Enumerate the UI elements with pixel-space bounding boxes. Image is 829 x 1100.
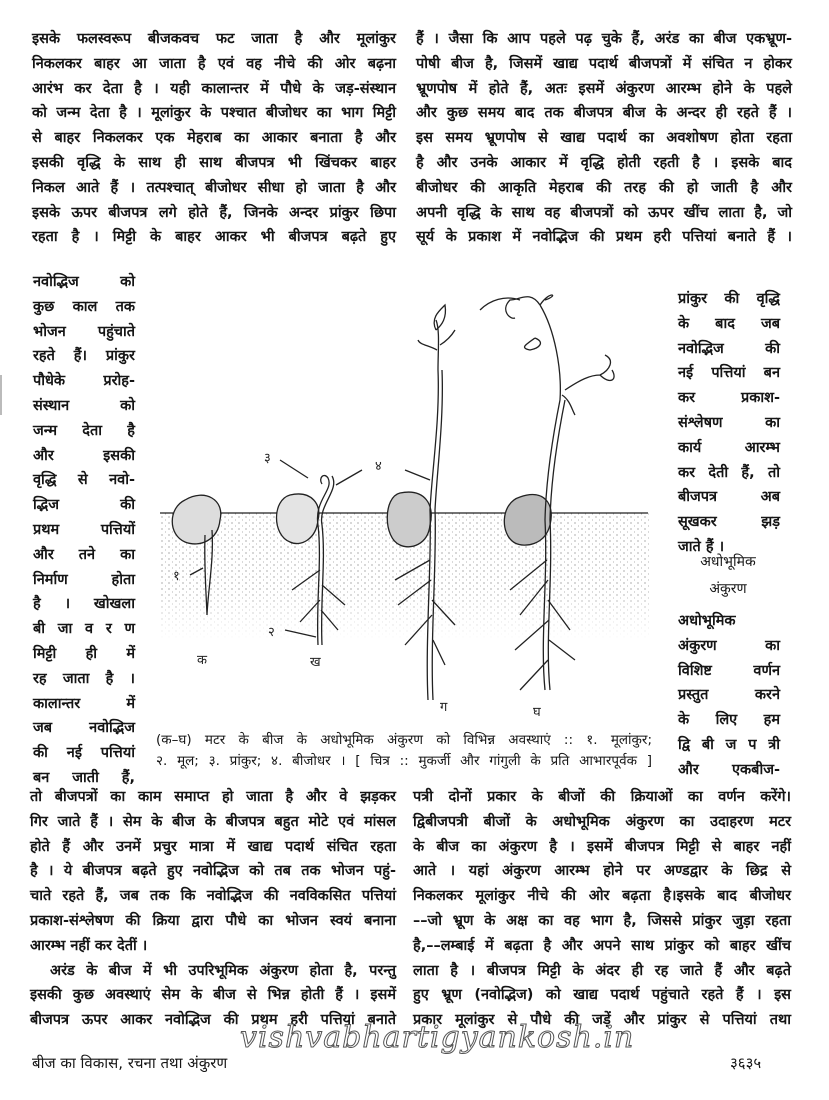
text-line: हैं । जैसा कि आप पहले पढ़ चुके हैं, अरंड का बीज एकभ्रूण- (416, 31, 792, 47)
text-line: कुछ काल तक (33, 298, 135, 315)
text-line: निकलकर बाहर आ जाता है एवं वह नीचे की ओर बढ़ना (32, 55, 396, 72)
text-line: और तने का (33, 546, 135, 563)
text-line: मिट्टी ही में (33, 645, 135, 662)
text-line: निर्माण होता (33, 571, 135, 588)
leaves-d (480, 295, 614, 415)
text-line: इसके ऊपर बीजपत्र लगे होते हैं, जिनके अन्दर प्रांकुर छिपा (32, 204, 396, 221)
text-line: इसके फलस्वरूप बीजकवच फट जाता है और मूलांकुर (32, 31, 396, 47)
text-line: आरम्भ नहीं कर देतीं । (30, 937, 148, 954)
paragraph-top-left (32, 27, 396, 250)
text-line: पत्री दोनों प्रकार के बीजों की क्रियाओं का वर्णन करेंगे। (413, 789, 791, 805)
text-line: से बाहर निकलकर एक मेहराब का आकार बनाता है और (32, 130, 396, 147)
text-line: बी जा व र ण (33, 621, 135, 638)
text-line: नवोद्भिज की (678, 340, 780, 357)
text-line: कर प्रकाश- (678, 390, 780, 407)
text-line: बीजपत्र अब (678, 489, 780, 506)
text-line: द्भिज की (33, 497, 135, 514)
text-line: है । खोखला (33, 596, 135, 613)
seed-c (387, 492, 431, 547)
text-line: की नई पत्तियां (33, 745, 135, 762)
text-line: है । ये बीजपत्र बढ़ते हुए नवोद्भिज को तब तक भोजन पहुं- (30, 863, 396, 880)
paragraph-top-right (416, 27, 792, 250)
paragraph-bottom-right (413, 785, 791, 1033)
text-line: सूर्य के प्रकाश में नवोद्भिज की प्रथम हरी पत्तियां बनाते हैं । (416, 229, 792, 246)
text-line: के बीज का अंकुरण है । इसमें बीजपत्र मिट्टी से बाहर नहीं (413, 838, 791, 855)
text-line: निकलकर मूलांकुर नीचे की ओर बढ़ता है।इसके बाद बीजोधर (413, 888, 791, 905)
text-line: प्रस्तुत करने (678, 687, 780, 704)
text-line: अंकुरण का (678, 637, 780, 654)
text-line: तो बीजपत्रों का काम समाप्त हो जाता है और वे झड़कर (30, 789, 396, 805)
section-heading-line2: अंकुरण (709, 581, 747, 597)
paragraph-right-narrow-2 (678, 609, 780, 783)
text-line: बन जाती हैं, (33, 769, 135, 786)
text-line: के लिए हम (678, 712, 780, 729)
text-line: है,––लम्बाई में बढ़ता है और अपने साथ प्रांकुर को बाहर खींच (413, 937, 791, 954)
text-line: आते । यहां अंकुरण आरम्भ होने पर अण्डद्वार के छिद्र से (413, 863, 791, 880)
text-line: गिर जाते हैं । सेम के बीज के बीजपत्र बहुत मोटे एवं मांसल (30, 813, 396, 830)
text-line: पोषी बीज है, जिसमें खाद्य पदार्थ बीजपत्रों में संचित न होकर (416, 55, 792, 72)
text-line: को जन्म देता है । मूलांकुर के पश्चात बीजोधर का भाग मिट्टी (32, 105, 396, 122)
text-line: रहता है । मिट्टी के बाहर आकर भी बीजपत्र बढ़ते हुए (32, 229, 396, 246)
label-ga: ग (440, 700, 448, 715)
text-line: पौधेके प्ररोह- (33, 373, 135, 390)
text-line: रह जाता है । (33, 670, 135, 687)
page-edge-mark (0, 375, 2, 415)
text-line: बीजपत्र ऊपर आकर नवोद्भिज की प्रथम हरी पत्तियां बनाते (30, 1012, 396, 1029)
seed-d (504, 495, 551, 546)
text-line: अरंड के बीज में भी उपरिभूमिक अंकुरण होता है, परन्तु (50, 962, 396, 979)
text-line: और एकबीज- (678, 761, 780, 778)
text-line: रहते हैं। प्रांकुर (33, 348, 135, 365)
seed-b (277, 494, 319, 544)
label-1: १ (173, 569, 180, 584)
text-line: कालान्तर में (33, 695, 135, 712)
text-line: लाता है । बीजपत्र मिट्टी के अंदर ही रह जाते हैं और बढ़ते (413, 962, 791, 979)
text-line: और कुछ समय बाद तक बीजपत्र बीज के अन्दर ही रहते हैं । (416, 105, 792, 122)
caption-line: (क–घ) मटर के बीज के अधोभूमिक अंकुरण को विभिन्न अवस्थाएं :: १. मूलांकुर; (156, 732, 652, 748)
text-line: बीजोधर की आकृति मेहराब की तरह की हो जाती है और (416, 179, 792, 196)
text-line: सूखकर झड़ (678, 514, 780, 531)
text-line: जन्म देता है (33, 422, 135, 439)
germination-figure (150, 270, 650, 725)
text-line: अपनी वृद्धि के साथ वह बीजपत्रों को ऊपर खींच लाता है, जो (416, 204, 792, 221)
text-line: विशिष्ट वर्णन (678, 662, 780, 679)
text-line: कर देती हैं, तो (678, 464, 780, 481)
text-line: प्रकार मूलांकुर से पौधे की जड़ें और प्रांकुर से पत्तियां तथा (413, 1012, 791, 1029)
paragraph-left-narrow (33, 270, 135, 791)
section-heading-line1: अधोभूमिक (700, 554, 756, 570)
figure-caption (156, 730, 652, 772)
text-line: और इसकी (33, 447, 135, 464)
text-line: नई पत्तियां बन (678, 365, 780, 382)
footer-title: बीज का विकास, रचना तथा अंकुरण (32, 1054, 228, 1072)
text-line: संश्लेषण का (678, 414, 780, 431)
label-ka: क (197, 653, 207, 668)
text-line: कार्य आरम्भ (678, 439, 780, 456)
text-line: जाते हैं । (678, 538, 725, 555)
seed-a (172, 495, 221, 544)
text-line: हुए भ्रूण (नवोद्भिज) को खाद्य पदार्थ पहुंचाते रहते हैं । इस (413, 987, 791, 1004)
text-line: निकल आते हैं । तत्पश्चात् बीजोधर सीधा हो जाता है और (32, 179, 396, 196)
text-line: चाते रहते हैं, जब तक कि नवोद्भिज की नवविकसित पत्तियां (30, 888, 396, 905)
leaves-c (418, 305, 455, 350)
caption-line: २. मूल; ३. प्रांकुर; ४. बीजोधर । [ चित्र :: मुकर्जी और गांगुली के प्रति आभारपूर्वक ] (156, 753, 652, 769)
text-line: भ्रूणपोष में होते हैं, अतः इसमें अंकुरण आरम्भ होने के पहले (416, 80, 792, 97)
page-number: ३६३५ (730, 1054, 762, 1072)
text-line: नवोद्भिज को (33, 274, 135, 290)
label-3: ३ (264, 451, 271, 466)
text-line: के बाद जब (678, 315, 780, 332)
text-line: संस्थान को (33, 397, 135, 414)
label-4: ४ (375, 459, 382, 474)
label-2: २ (268, 625, 275, 640)
label-kha: ख (310, 655, 321, 670)
text-line: द्विबीजपत्री बीजों के अधोभूमिक अंकुरण का उदाहरण मटर (413, 813, 791, 830)
text-line: प्रकाश-संश्लेषण की क्रिया द्वारा पौधे का भोजन स्वयं बनाना (30, 912, 396, 929)
paragraph-right-narrow (678, 287, 780, 560)
text-line: इस समय भ्रूणपोष से खाद्य पदार्थ का अवशोषण होता रहता (416, 130, 792, 147)
text-line: प्रथम पत्तियों (33, 521, 135, 538)
paragraph-bottom-left (30, 785, 396, 1033)
text-line: वृद्धि से नवो- (33, 472, 135, 489)
text-line: द्वि बी ज प त्री (678, 736, 780, 753)
text-line: इसकी वृद्धि के साथ ही साथ बीजपत्र भी खिंचकर बाहर (32, 154, 396, 171)
text-line: है और उनके आकार में वृद्धि होती रहती है । इसके बाद (416, 154, 792, 171)
text-line: जब नवोद्भिज (33, 720, 135, 737)
text-line: आरंभ कर देता है । यही कालान्तर में पौधे के जड़-संस्थान (32, 80, 396, 97)
label-gha: घ (533, 705, 541, 720)
text-line: इसकी कुछ अवस्थाएं सेम के बीज से भिन्न होती हैं । इसमें (30, 987, 396, 1004)
text-line: अधोभूमिक (678, 613, 736, 629)
text-line: होते हैं और उनमें प्रचुर मात्रा में खाद्य पदार्थ संचित रहता (30, 838, 396, 855)
text-line: प्रांकुर की वृद्धि (678, 291, 780, 307)
text-line: भोजन पहुंचाते (33, 323, 135, 340)
watermark: vishvabhartigyankosh.in (240, 1020, 635, 1055)
text-line: ––जो भ्रूण के अक्ष का वह भाग है, जिससे प्रांकुर जुड़ा रहता (413, 912, 791, 929)
